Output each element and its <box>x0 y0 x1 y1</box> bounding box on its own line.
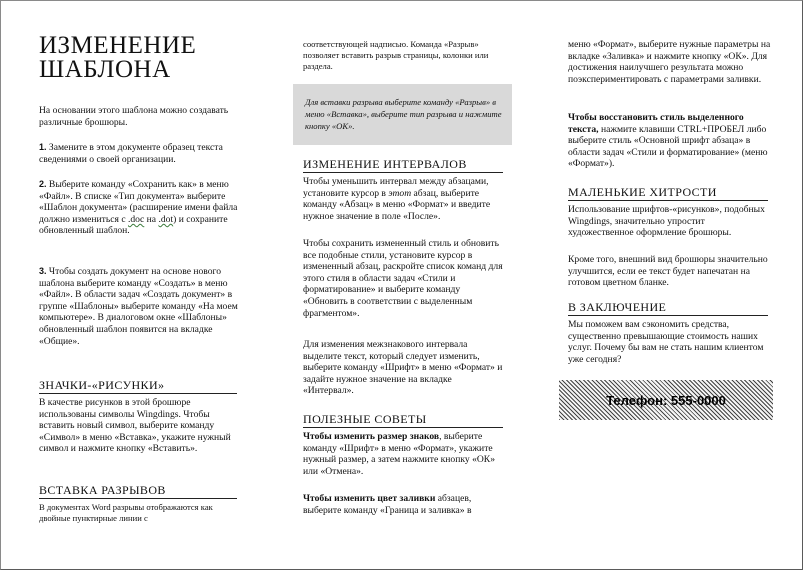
icons-paragraph: В качестве рисунков в этой брошюре использованы символы Wingdings. Чтобы вставить новый символ, выберите команду «Символ» в меню «Вставка», укажите нужный символ и нажмите кнопку «Вставить». <box>39 397 231 455</box>
tricks-paragraph-2: Кроме того, внешний вид брошюры значительно улучшится, если ее текст будет напечатан на готовом цветном бланке. <box>568 254 768 289</box>
spacing-1-text-b: абзац, выберите команду «Абзац» в меню «Формат» и введите нужное значение в поле «После». <box>303 187 491 222</box>
heading-breaks: ВСТАВКА РАЗРЫВОВ <box>39 484 237 499</box>
shaded-tip-text: Для вставки разрыва выберите команду «Разрыв» в меню «Вставка», выберите тип разрыва и нажмите кнопку «ОК». <box>305 97 502 131</box>
step-3-text: Чтобы создать документ на основе нового шаблона выберите команду «Создать» в меню «Файл». В области задач «Создать документ» в группе «Шаблоны» выберите команду «На моем компьютере». В диалоговом окне «Шаблоны» обновленный шаблон появится на вкладке «Общие». <box>39 266 238 347</box>
page-title: ИЗМЕНЕНИЕ ШАБЛОНА <box>39 32 197 83</box>
heading-tips: ПОЛЕЗНЫЕ СОВЕТЫ <box>303 413 503 428</box>
heading-conclusion: В ЗАКЛЮЧЕНИЕ <box>568 301 768 316</box>
spacing-1-emphasis: этот <box>388 187 412 199</box>
phone-number: Телефон: 555-0000 <box>606 392 726 408</box>
tip-2-text: абзацев, выберите команду «Граница и заливка» в <box>303 493 472 516</box>
step-1-paragraph <box>39 142 244 165</box>
step-2-text-b: на <box>144 213 159 225</box>
spacing-paragraph-3: Для изменения межзнакового интервала выделите текст, который следует изменить, выберите команду «Шрифт» в меню «Формат» и задайте нужное значение на вкладке «Интервал». <box>303 339 503 397</box>
tip-1-bold: Чтобы изменить размер знаков <box>303 431 440 442</box>
dot-extension: .dot <box>158 213 174 225</box>
step-3-paragraph <box>39 266 249 347</box>
breaks-continued: соответствующей надписью. Команда «Разрыв» позволяет вставить разрыв страницы, колонки или раздела. <box>303 39 489 71</box>
step-3-number: 3. <box>39 266 47 276</box>
heading-icons: ЗНАЧКИ-«РИСУНКИ» <box>39 379 237 394</box>
restore-text: нажмите клавиши CTRL+ПРОБЕЛ либо выберите стиль «Основной шрифт абзаца» в области задач «Стили и форматирование» (меню «Формат»). <box>568 123 768 170</box>
step-1-number: 1. <box>39 142 47 152</box>
spacing-paragraph-2: Чтобы сохранить измененный стиль и обновить все подобные стили, установите курсор в измененный абзац, раскройте список команд для этого стиля в области задач «Стили и форматирование» и выберите команду «Обновить в соответствии с выделенным фрагментом». <box>303 238 503 319</box>
spacing-paragraph-1 <box>303 176 503 222</box>
shaded-tip-box <box>293 84 512 145</box>
tricks-paragraph-1: Использование шрифтов-«рисунков», подобных Wingdings, значительно упростит художественное оформление брошюры. <box>568 204 765 239</box>
tip-1-paragraph <box>303 431 503 477</box>
phone-banner <box>559 380 773 420</box>
step-2-text-a: Выберите команду «Сохранить как» в меню «Файл». В списке «Тип документа» выберите «Шаблон документа» (расширение имени файла должно измениться с <box>39 179 238 225</box>
step-2-number: 2. <box>39 179 47 189</box>
heading-tricks: МАЛЕНЬКИЕ ХИТРОСТИ <box>568 186 768 201</box>
restore-paragraph <box>568 112 772 170</box>
tip-2-bold: Чтобы изменить цвет заливки <box>303 493 436 504</box>
doc-extension: .doc <box>127 213 145 225</box>
tip-2-paragraph <box>303 493 503 516</box>
step-2-paragraph <box>39 179 244 237</box>
step-1-text: Замените в этом документе образец текста сведениями о своей организации. <box>39 142 223 165</box>
spacing-1-text-a: Чтобы уменьшить интервал между абзацами, установите курсор в <box>303 176 489 199</box>
intro-paragraph: На основании этого шаблона можно создавать различные брошюры. <box>39 105 229 128</box>
step-2-text-c: ) и сохраните обновленный шаблон. <box>39 213 228 237</box>
tip-1-text: , выберите команду «Шрифт» в меню «Формат», укажите нужный размер, а затем нажмите кнопку «ОК» или «Отмена». <box>303 431 495 477</box>
restore-bold: Чтобы восстановить стиль выделенного текста, <box>568 112 744 135</box>
heading-spacing: ИЗМЕНЕНИЕ ИНТЕРВАЛОВ <box>303 158 503 173</box>
fill-continued: меню «Формат», выберите нужные параметры на вкладке «Заливка» и нажмите кнопку «ОК». Для достижения наилучшего результата можно поэкспериментировать с параметрами заливки. <box>568 39 771 85</box>
conclusion-paragraph: Мы поможем вам сэкономить средства, существенно превышающие стоимость наших услуг. Почему бы вам не стать нашим клиентом уже сегодня? <box>568 319 764 365</box>
breaks-paragraph: В документах Word разрывы отображаются как двойные пунктирные линии с <box>39 502 213 523</box>
